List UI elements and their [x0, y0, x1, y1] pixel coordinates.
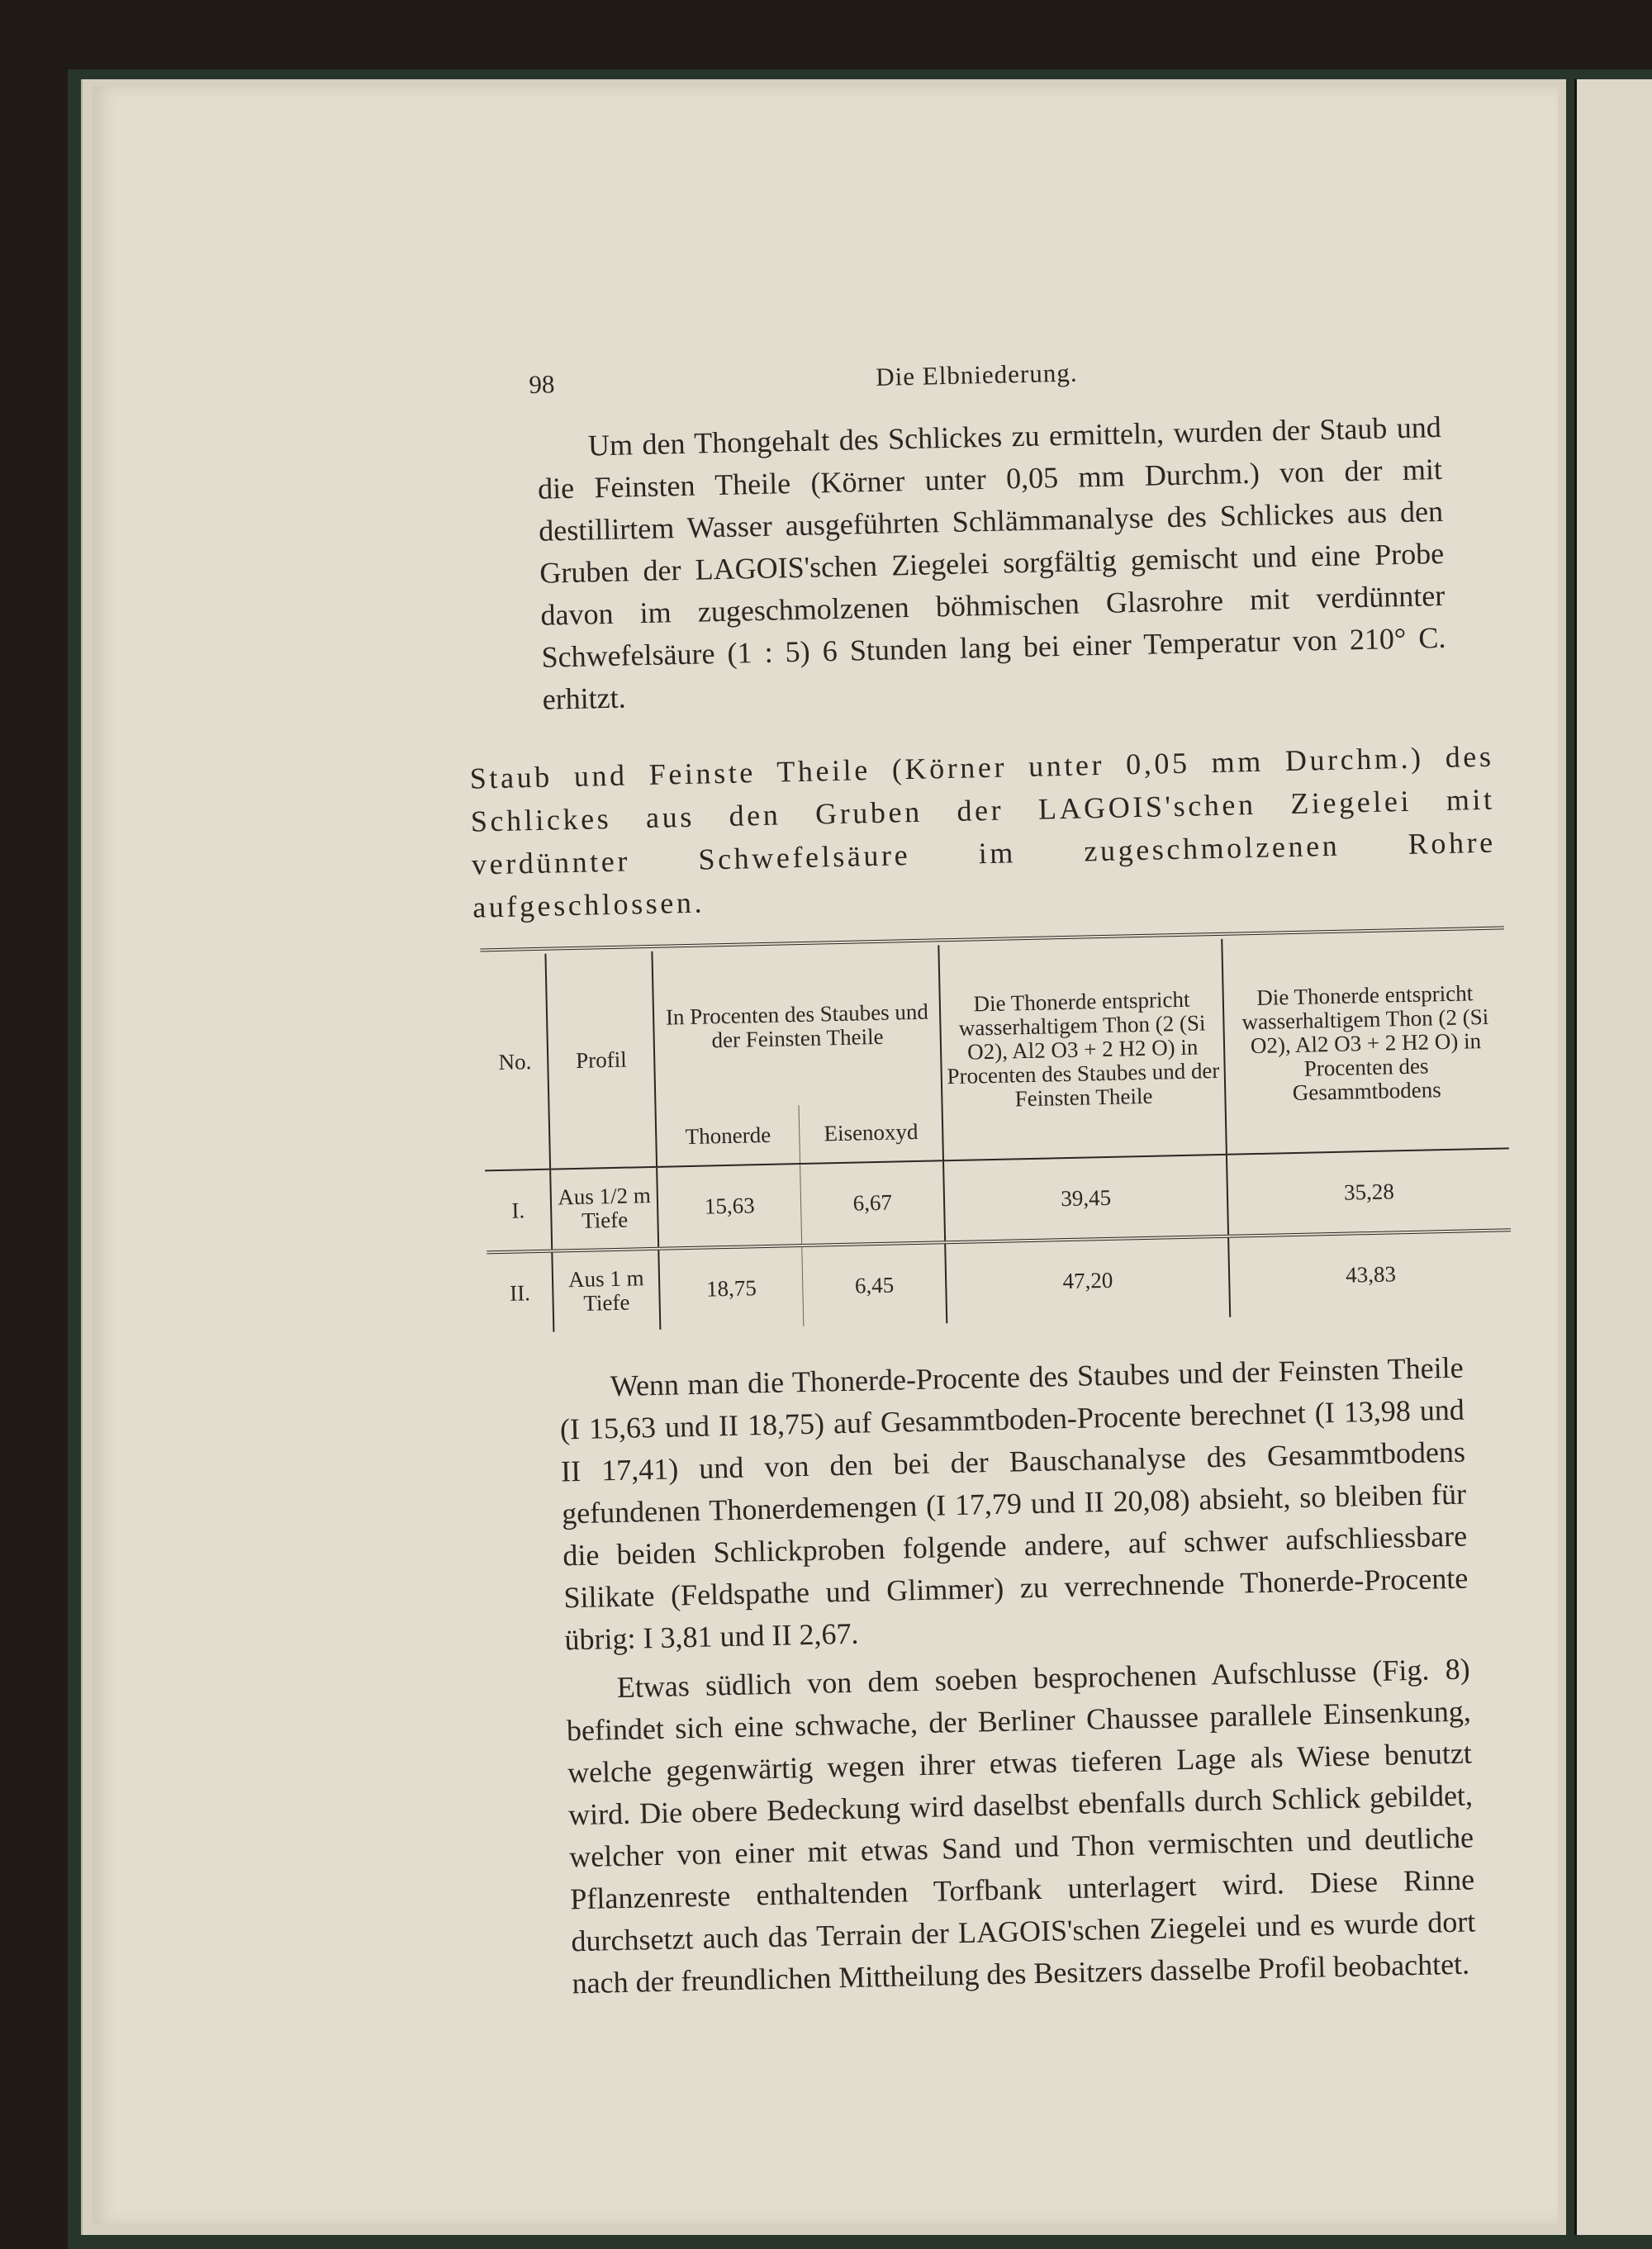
page-content: [469, 349, 1531, 2005]
header-thon-gesamt: Die Thonerde entspricht wasserhaltigem Thon (2 (Si O2), Al2 O3 + 2 H2 O) in Procenten des Gesammtbodens: [1222, 932, 1509, 1154]
cell-eisenoxyd: 6,45: [802, 1242, 947, 1326]
header-eisenoxyd: Eisenoxyd: [799, 1102, 943, 1164]
paragraph-thonerde: Wenn man die Thonerde-Procente des Staubes und der Feinsten Theile (I 15,63 und II 18,75) auf Gesammtboden-Procente berechnet (I 13,98 und II 17,41) und von den bei der Bauschanalyse des Gesammtbodens gefundenen Thonerdemengen (I 17,79 und II 20,08) absieht, so bleiben für die beiden Schlickproben folgende andere, auf schwer aufschliessbare Silikate (Feldspathe und Glimmer) zu verrechnende Thonerde-Procente übrig: I 3,81 und II 2,67.: [559, 1350, 1469, 1657]
header-no: No.: [498, 1048, 532, 1075]
paragraph-einsenkung: Etwas südlich von dem soeben besprochenen Aufschlusse (Fig. 8) befindet sich eine schwache, der Berliner Chaussee parallele Einsenkung, welche gegenwärtig wegen ihrer etwas tieferen Lage als Wiese benutzt wird. Die obere Bedeckung wird daselbst ebenfalls durch Schlick gebildet, welcher von einer mit etwas Sand und Thon vermischten und deutliche Pflanzenreste enthaltenden Torfbank unterlagert wird. Diese Rinne durchsetzt auch das Terrain der LAGOIS'schen Ziegelei und es wurde dort nach der freundlichen Mittheilung des Besitzers dasselbe Profil beobachtet.: [566, 1652, 1476, 2000]
cell-profil: Aus 1/2 m Tiefe: [550, 1167, 658, 1251]
cell-thon-gesamt: 35,28: [1227, 1148, 1511, 1236]
facing-page-edge: [1574, 79, 1652, 2235]
cell-no: I.: [485, 1170, 552, 1253]
page-number: 98: [529, 369, 555, 399]
cell-no: II.: [487, 1251, 553, 1334]
header-staub: In Procenten des Staubes und der Feinsten Theile: [653, 945, 942, 1108]
cell-eisenoxyd: 6,67: [800, 1160, 946, 1245]
cell-thonerde: 18,75: [658, 1245, 803, 1330]
header-thonerde: Thonerde: [656, 1105, 800, 1167]
table-caption: Staub und Feinste Theile (Körner unter 0,05 mm Durchm.) des Schlickes aus den Gruben der LAGOIS'schen Ziegelei mit verdünnter Schwefelsäure im zugeschmolzenen Rohre aufgeschlossen.: [469, 739, 1497, 924]
header-thon-staub: Die Thonerde entspricht wasserhaltigem Thon (2 (Si O2), Al2 O3 + 2 H2 O) in Procenten des Staubes und der Feinsten Theile: [939, 939, 1227, 1160]
cell-thon-gesamt: 43,83: [1228, 1230, 1512, 1317]
running-title: Die Elbniederung.: [875, 358, 1078, 391]
paragraph-intro: Um den Thongehalt des Schlickes zu ermitteln, wurden der Staub und die Feinsten Theile (Körner unter 0,05 mm Durchm.) von der mit destillirtem Wasser ausgeführten Schlämmanalyse des Schlickes aus den Gruben der LAGOIS'schen Ziegelei sorgfältig gemischt und eine Probe davon im zugeschmolzenen böhmischen Glasrohre mit verdünnter Schwefelsäure (1 : 5) 6 Stunden lang bei einer Temperatur von 210° C. erhitzt.: [537, 410, 1446, 716]
cell-profil: Aus 1 m Tiefe: [553, 1249, 661, 1332]
header-profil: Profil: [546, 951, 657, 1170]
cell-thon-staub: 39,45: [943, 1155, 1228, 1242]
cell-thonerde: 15,63: [657, 1164, 801, 1249]
cell-thon-staub: 47,20: [946, 1236, 1231, 1323]
analysis-table: [480, 926, 1512, 1333]
